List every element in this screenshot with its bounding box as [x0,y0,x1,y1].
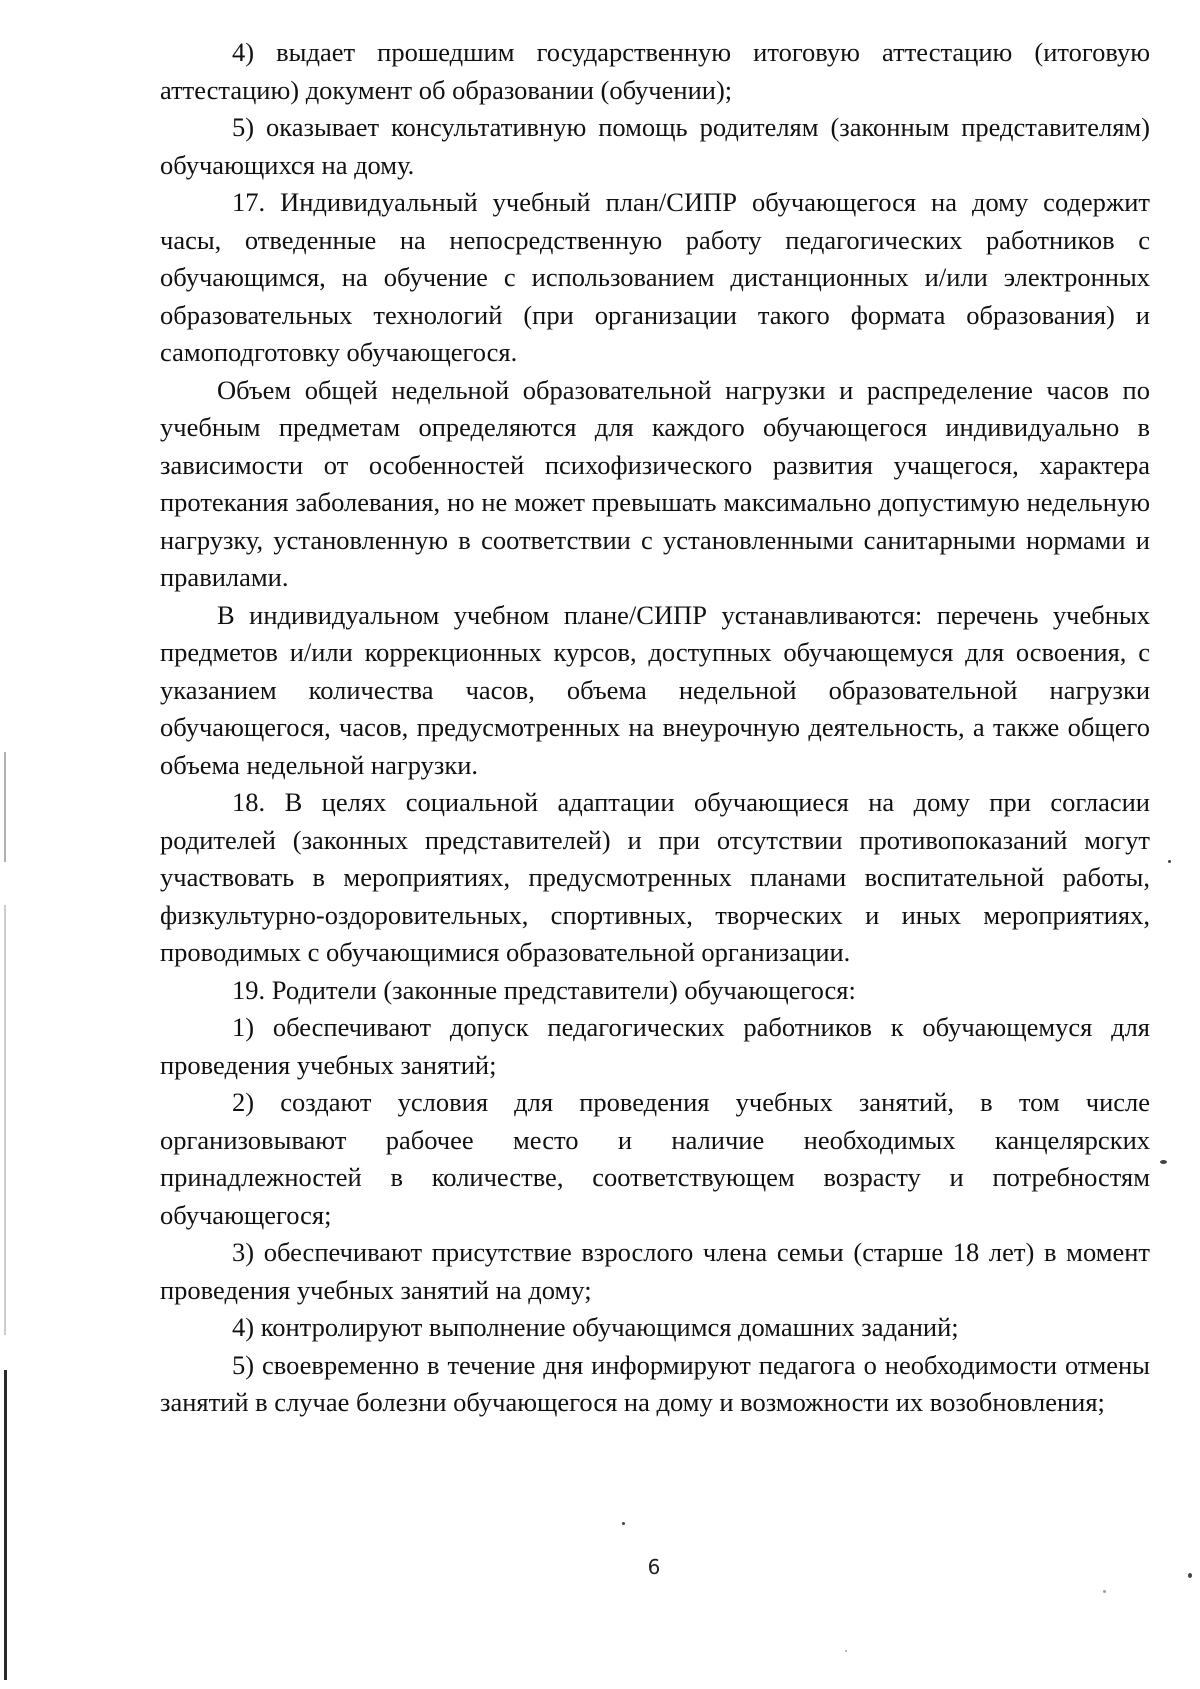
scan-speck [1160,1160,1167,1164]
paragraph-19-parents: 19. Родители (законные представители) обучающегося: [232,974,856,1005]
paragraph-plan-contents: В индивидуальном учебном плане/СИПР устанавливаются: перечень учебных предметов и/или коррекционных курсов, доступных обучающемуся для освоения, с указанием количества часов, объема недельной образовательной нагрузки обучающегося, часов, предусмотренных на внеурочную деятельность, а также общего объема недельной нагрузки. [160,599,1150,780]
document-body [160,34,1150,1422]
paragraph-parents-item-5: 5) своевременно в течение дня информируют педагога о необходимости отмены занятий в случае болезни обучающегося на дому и возможности их возобновления; [160,1349,1150,1417]
paragraph-item-5-consulting-parents: 5) оказывает консультативную помощь родителям (законным представителям) обучающихся на дому. [160,112,1150,180]
scan-speck [1188,1573,1192,1578]
paragraph-weekly-load: Объем общей недельной образовательной нагрузки и распределение часов по учебным предметам определяются для каждого обучающегося индивидуально в зависимости от особенностей психофизического развития учащегося, характера протекания заболевания, но не может превышать максимально допустимую недельную нагрузку, установленную в соответствии с установленными санитарными нормами и правилами. [160,374,1150,592]
scan-speck [845,1650,847,1652]
scan-edge-line [4,905,6,1335]
scan-speck [1168,860,1171,863]
paragraph-parents-item-4: 4) контролируют выполнение обучающимся домашних заданий; [232,1312,959,1342]
paragraph-17-individual-plan: 17. Индивидуальный учебный план/СИПР обучающегося на дому содержит часы, отведенные на непосредственную работу педагогических работников с обучающимся, на обучение с использованием дистанционных и/или электронных образовательных технологий (при организации такого формата образования) и самоподготовку обучающегося. [160,187,1150,367]
paragraph-item-4-issues-certificate: 4) выдает прошедшим государственную итоговую аттестацию (итоговую аттестацию) документ об образовании (обучении); [160,37,1150,105]
paragraph-parents-item-2: 2) создают условия для проведения учебных занятий, в том числе организовывают рабочее место и наличие необходимых канцелярских принадлежностей в количестве, соответствующем возрасту и потребностям обучающегося; [160,1087,1150,1230]
paragraph-parents-item-3: 3) обеспечивают присутствие взрослого члена семьи (старше 18 лет) в момент проведения учебных занятий на дому; [160,1237,1150,1305]
scan-edge-line [4,752,6,862]
paragraph-18-social-adaptation: 18. В целях социальной адаптации обучающиеся на дому при согласии родителей (законных представителей) и при отсутствии противопоказаний могут участвовать в мероприятиях, предусмотренных планами воспитательной работы, физкультурно-оздоровительных, спортивных, творческих и иных мероприятиях, проводимых с обучающимися образовательной организации. [160,787,1150,967]
scan-speck [622,1522,625,1525]
paragraph-parents-item-1: 1) обеспечивают допуск педагогических работников к обучающемуся для проведения учебных занятий; [160,1012,1150,1080]
page-number: 6 [647,1555,661,1579]
scan-edge-line [4,1370,7,1680]
scan-speck [1103,1590,1106,1593]
